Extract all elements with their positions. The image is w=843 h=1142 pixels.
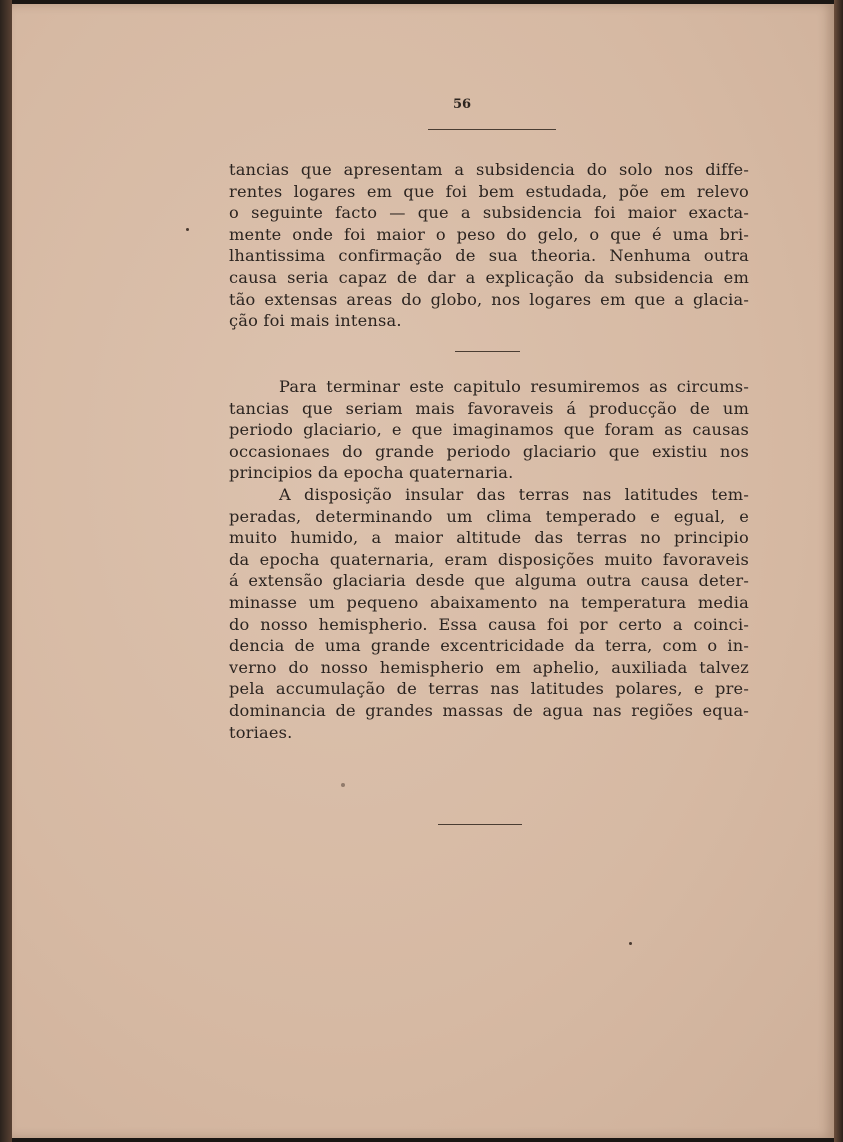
- book-spine-edge: [0, 0, 12, 1142]
- text-line: da epocha quaternaria, eram disposições muito favoraveis: [229, 549, 749, 569]
- paper-speck: [341, 783, 345, 787]
- text-line: pela accumulação de terras nas latitudes polares, e pre-: [229, 679, 749, 699]
- text-line: minasse um pequeno abaixamento na temperatura media: [229, 592, 749, 612]
- text-line: muito humido, a maior altitude das terras no principio: [229, 528, 749, 548]
- paragraph-3: [229, 484, 749, 743]
- section-divider: [455, 351, 520, 352]
- text-line: o seguinte facto — que a subsidencia foi maior exacta-: [229, 203, 749, 223]
- header-rule: [428, 129, 556, 130]
- text-line: tão extensas areas do globo, nos logares em que a glacia-: [229, 289, 749, 309]
- text-line: dominancia de grandes massas de agua nas regiões equa-: [229, 700, 749, 720]
- paper-speck: [629, 942, 632, 945]
- text-line: mente onde foi maior o peso do gelo, o que é uma bri-: [229, 224, 749, 244]
- text-line: rentes logares em que foi bem estudada, põe em relevo: [229, 181, 749, 201]
- text-line: periodo glaciario, e que imaginamos que foram as causas: [229, 420, 749, 440]
- text-line: verno do nosso hemispherio em aphelio, auxiliada talvez: [229, 657, 749, 677]
- text-line: dencia de uma grande excentricidade da terra, com o in-: [229, 636, 749, 656]
- text-line: causa seria capaz de dar a explicação da subsidencia em: [229, 267, 749, 287]
- end-rule: [438, 824, 522, 825]
- text-line: Para terminar este capitulo resumiremos as circums-: [279, 377, 749, 396]
- text-line: occasionaes do grande periodo glaciario que existiu nos: [229, 441, 749, 461]
- text-line: peradas, determinando um clima temperado e egual, e: [229, 506, 749, 526]
- page-number: 56: [452, 97, 472, 112]
- paper-speck: [186, 228, 189, 231]
- book-page: [12, 4, 834, 1138]
- text-line: A disposição insular das terras nas latitudes tem-: [279, 485, 749, 504]
- text-line: ção foi mais intensa.: [229, 311, 402, 331]
- text-line: tancias que apresentam a subsidencia do solo nos diffe-: [229, 160, 749, 179]
- text-line: principios da epocha quaternaria.: [229, 463, 514, 483]
- paragraph-2: [229, 376, 749, 484]
- text-line: tancias que seriam mais favoraveis á producção de um: [229, 398, 749, 418]
- text-line: á extensão glaciaria desde que alguma outra causa deter-: [229, 571, 749, 591]
- text-line: lhantissima confirmação de sua theoria. Nenhuma outra: [229, 246, 749, 266]
- book-fore-edge: [834, 0, 843, 1142]
- paragraph-1: [229, 159, 749, 332]
- text-line: toriaes.: [229, 722, 293, 742]
- text-line: do nosso hemispherio. Essa causa foi por certo a coinci-: [229, 614, 749, 634]
